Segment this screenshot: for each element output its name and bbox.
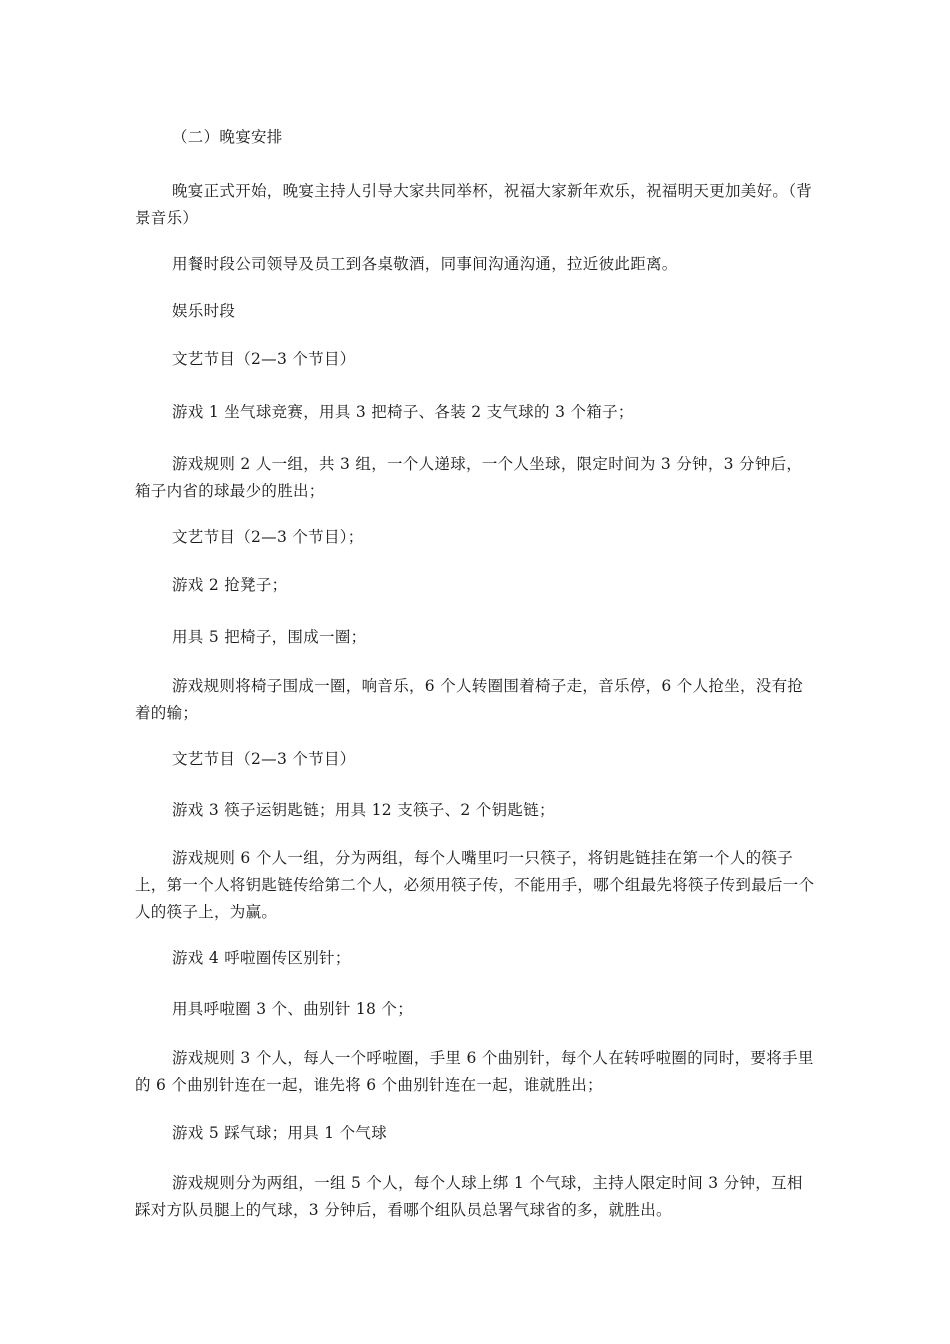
paragraph-game-1: 游戏 1 坐气球竞赛，用具 3 把椅子、各装 2 支气球的 3 个箱子； — [172, 403, 634, 421]
paragraph-game-5: 游戏 5 踩气球；用具 1 个气球 — [172, 1124, 388, 1142]
paragraph-banquet-start: 晚宴正式开始，晚宴主持人引导大家共同举杯，祝福大家新年欢乐，祝福明天更加美好。（背景音乐） — [135, 182, 813, 227]
paragraph-entertainment: 娱乐时段 — [172, 302, 236, 320]
paragraph-toast: 用餐时段公司领导及员工到各桌敬酒，同事间沟通沟通，拉近彼此距离。 — [172, 255, 678, 273]
paragraph-game-2: 游戏 2 抢凳子； — [172, 576, 288, 594]
paragraph-program-1: 文艺节目（2—3 个节目） — [172, 350, 356, 368]
paragraph-game-4-rules: 游戏规则 3 个人，每人一个呼啦圈，手里 6 个曲别针，每个人在转呼啦圈的同时，要将手里的 6 个曲别针连在一起，谁先将 6 个曲别针连在一起，谁就胜出； — [135, 1049, 814, 1094]
paragraph-program-2: 文艺节目（2—3 个节目）； — [172, 528, 364, 546]
paragraph-game-4: 游戏 4 呼啦圈传区别针； — [172, 949, 351, 967]
paragraph-game-2-props: 用具 5 把椅子，围成一圈； — [172, 628, 367, 646]
paragraph-game-3-rules: 游戏规则 6 个人一组，分为两组，每个人嘴里叼一只筷子，将钥匙链挂在第一个人的筷子上，第一个人将钥匙链传给第二个人，必须用筷子传，不能用手，哪个组最先将筷子传到最后一个人的筷子上，为赢。 — [135, 849, 815, 921]
paragraph-program-3: 文艺节目（2—3 个节目） — [172, 750, 356, 768]
paragraph-game-5-rules: 游戏规则分为两组，一组 5 个人，每个人球上绑 1 个气球，主持人限定时间 3 分钟，互相踩对方队员腿上的气球，3 分钟后，看哪个组队员总署气球省的多，就胜出。 — [135, 1174, 803, 1219]
paragraph-game-4-props: 用具呼啦圈 3 个、曲别针 18 个； — [172, 1000, 413, 1018]
paragraph-game-3: 游戏 3 筷子运钥匙链；用具 12 支筷子、2 个钥匙链； — [172, 801, 555, 819]
paragraph-game-1-rules: 游戏规则 2 人一组，共 3 组，一个人递球，一个人坐球，限定时间为 3 分钟，3 分钟后，箱子内省的球最少的胜出； — [135, 455, 803, 500]
paragraph-game-2-rules: 游戏规则将椅子围成一圈，响音乐，6 个人转圈围着椅子走，音乐停，6 个人抢坐，没有抢着的输； — [135, 677, 804, 722]
section-heading: （二）晚宴安排 — [172, 128, 283, 146]
